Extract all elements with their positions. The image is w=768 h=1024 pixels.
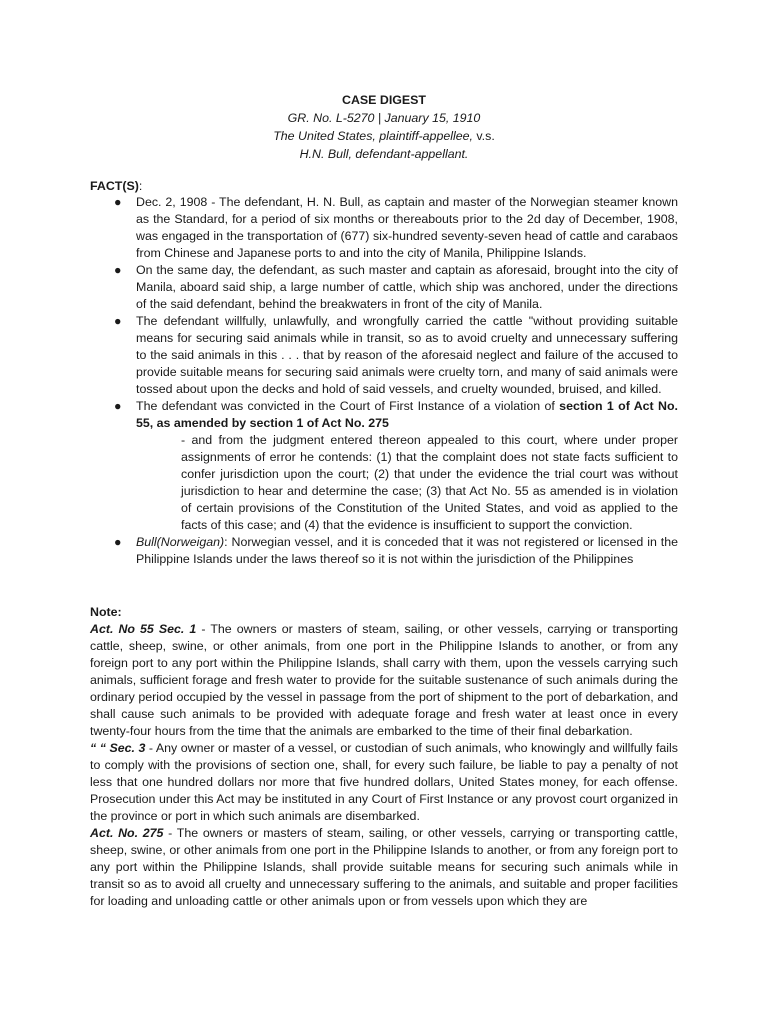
- defendant-line: H.N. Bull, defendant-appellant.: [299, 147, 469, 161]
- fact-text: The defendant was convicted in the Court of First Instance of a violation of: [136, 399, 560, 413]
- note-paragraph: [90, 740, 678, 825]
- case-number: GR. No. L-5270 | January 15, 1910: [287, 111, 481, 125]
- fact-text: The defendant willfully, unlawfully, and wrongfully carried the cattle "without providing suitable means for securing said animals while in transit, so as to avoid cruelty and unnecessary suffering to the said animals in this . . . that by reason of the aforesaid neglect and failure of the accused to provide suitable means for securing said animals were cruelty torn, and many of said animals were tossed about upon the decks and hold of said vessels, and cruelty wounded, bruised, and killed.: [136, 314, 678, 396]
- case-header: [0, 91, 768, 163]
- appeal-subtext: - and from the judgment entered thereon appealed to this court, where under proper assignments of error he contends: (1) that the complaint does not state facts sufficient to confer jurisdiction upon the court; (2) that under the evidence the trial court was without jurisdiction to hear and determine the case; (3) that Act No. 55 as amended is in violation of certain provisions of the Constitution of the United States, and void as applied to the facts of this case; and (4) that the evidence is insufficient to support the conviction.: [181, 433, 678, 532]
- facts-label: FACT(S): [90, 179, 139, 193]
- statute-reference: section 1 of Act No. 55, as amended by section 1 of Act No. 275: [136, 399, 678, 430]
- fact-text: : Norwegian vessel, and it is conceded that it was not registered or licensed in the Philippine Islands under the laws thereof so it is not within the jurisdiction of the Philippines: [136, 535, 678, 566]
- bullet-icon: ●: [114, 263, 122, 277]
- note-paragraph: [90, 621, 678, 740]
- statute-text: - Any owner or master of a vessel, or custodian of such animals, who knowingly and willfully fails to comply with the provisions of section one, shall, for every such failure, be liable to pay a penalty of not less that one hundred dollars nor more that five hundred dollars, United States money, for each offense. Prosecution under this Act may be instituted in any Court of First Instance or any provost court organized in the province or port in which such animals are disembarked.: [90, 741, 678, 823]
- party-name: Bull(Norweigan): [136, 535, 225, 549]
- fact-text: On the same day, the defendant, as such master and captain as aforesaid, brought into the city of Manila, aboard said ship, a large number of cattle, which ship was anchored, under the directions of the said defendant, behind the breakwaters in front of the city of Manila.: [136, 263, 678, 311]
- fact-item: [90, 398, 678, 534]
- statute-label: Act. No 55 Sec. 1: [90, 622, 197, 636]
- note-paragraph: [90, 825, 678, 910]
- document-title: CASE DIGEST: [342, 93, 426, 107]
- bullet-icon: ●: [114, 399, 122, 413]
- facts-heading: [90, 178, 142, 195]
- statute-text: - The owners or masters of steam, sailing, or other vessels, carrying or transporting cattle, sheep, swine, or other animals, from one port in the Philippine Islands to another, or from any foreign port to any port within the Philippine Islands, shall carry with them, upon the vessels carrying such animals, sufficient forage and fresh water to provide for the suitable sustenance of such animals during the ordinary period occupied by the vessel in passage from the port of shipment to the port of debarkation, and shall cause such animals to be provided with adequate forage and fresh water at least once in every twenty-four hours from the time that the animals are embarked to the time of their final debarkation.: [90, 622, 678, 738]
- facts-colon: :: [138, 179, 143, 193]
- facts-list: [90, 194, 678, 568]
- plaintiff-name: The United States, plaintiff-appellee,: [273, 129, 473, 143]
- plaintiff-line: [0, 127, 768, 145]
- fact-item: [90, 534, 678, 568]
- statute-text: - The owners or masters of steam, sailing, or other vessels, carrying or transporting cattle, sheep, swine, or other animals from one port in the Philippine Islands to another, or from any foreign port to any port within the Philippine Islands, shall provide suitable means for securing such animals while in transit so as to avoid all cruelty and unnecessary suffering to the animals, and suitable and proper facilities for loading and unloading cattle or other animals upon or from vessels upon which they are: [90, 826, 678, 908]
- note-section: [90, 604, 678, 910]
- fact-text: Dec. 2, 1908 - The defendant, H. N. Bull, as captain and master of the Norwegian steamer known as the Standard, for a period of six months or thereabouts prior to the 2d day of December, 1908, was engaged in the transportation of (677) six-hundred seventy-seven head of cattle and carabaos from Chinese and Japanese ports to and into the city of Manila, Philippine Islands.: [136, 195, 678, 260]
- statute-label: Act. No. 275: [90, 826, 164, 840]
- fact-item: [90, 262, 678, 313]
- bullet-icon: ●: [114, 314, 122, 328]
- bullet-icon: ●: [114, 195, 122, 209]
- fact-item: [90, 313, 678, 398]
- bullet-icon: ●: [114, 535, 122, 549]
- fact-item: [90, 194, 678, 262]
- note-heading: Note:: [90, 605, 122, 619]
- statute-label: “ “ Sec. 3: [90, 741, 146, 755]
- versus-text: v.s.: [472, 129, 495, 143]
